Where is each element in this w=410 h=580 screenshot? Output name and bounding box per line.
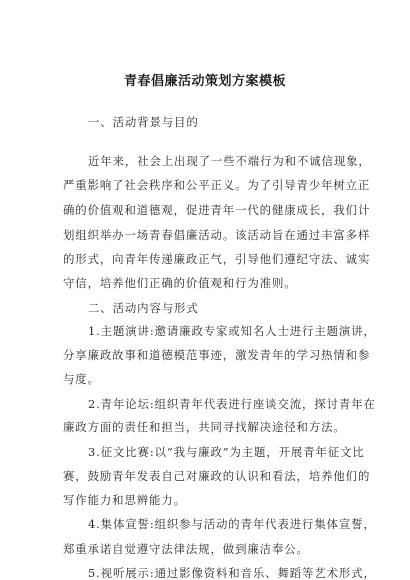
body-line: 廉政方面的责任和担当，共同寻找解决途径和方法。	[63, 420, 346, 434]
body-line: 1.主题演讲:邀请廉政专家或知名人士进行主题演讲，	[88, 324, 376, 338]
body-line: 划组织举办一场青春倡廉活动。该活动旨在通过丰富多样	[63, 228, 371, 242]
body-line: 一、活动背景与目的	[88, 115, 199, 129]
body-line: 的形式，向青年传递廉政正气，引导他们遵纪守法、诚实	[63, 252, 371, 266]
body-line: 分享廉政故事和道德模范事迹，激发青年的学习热情和参	[63, 348, 371, 362]
body-line: 郑重承诺自觉遵守法律法规，做到廉洁奉公。	[63, 542, 309, 556]
body-line: 严重影响了社会秩序和公平正义。为了引导青少年树立正	[63, 178, 371, 192]
body-line: 写作能力和思辨能力。	[63, 493, 186, 507]
body-line: 二、活动内容与形式	[88, 301, 199, 315]
body-line: 5.视听展示:通过影像资料和音乐、舞蹈等艺术形式，	[88, 566, 376, 580]
body-line: 4.集体宣誓:组织参与活动的青年代表进行集体宣誓，	[88, 517, 376, 531]
body-line: 与度。	[63, 372, 100, 386]
body-line: 确的价值观和道德观，促进青年一代的健康成长，我们计	[63, 203, 371, 217]
body-line: 2.青年论坛:组织青年代表进行座谈交流，探讨青年在	[88, 397, 376, 411]
body-line: 守信，培养他们正确的价值观和行为准则。	[63, 276, 297, 290]
body-line: 近年来，社会上出现了一些不端行为和不诚信现象，	[88, 154, 371, 168]
document-title: 青春倡廉活动策划方案模板	[123, 74, 286, 89]
body-line: 赛，鼓励青年发表自己对廉政的认识和看法，培养他们的	[63, 469, 371, 483]
body-line: 3.征文比赛:以“我与廉政”为主题，开展青年征文比	[88, 445, 365, 459]
